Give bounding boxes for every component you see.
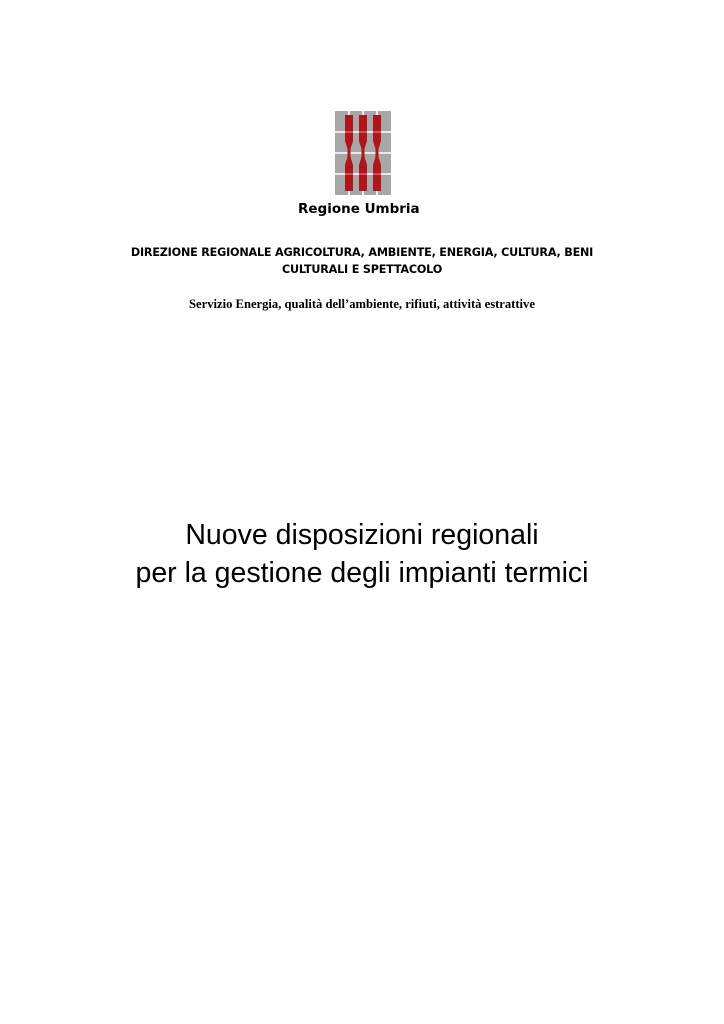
regione-umbria-logo-icon — [335, 111, 391, 195]
title-line-1: Nuove disposizioni regionali — [185, 519, 539, 551]
title-line-2: per la gestione degli impianti termici — [135, 557, 589, 589]
service-subheading: Servizio Energia, qualità dell’ambiente, rifiuti, attività estrattive — [189, 297, 535, 311]
direction-heading — [60, 244, 664, 278]
direction-line-1: DIREZIONE REGIONALE AGRICOLTURA, AMBIENTE, ENERGIA, CULTURA, BENI — [130, 246, 594, 259]
document-title — [20, 516, 704, 592]
region-name: Regione Umbria — [298, 201, 420, 217]
direction-line-2: CULTURALI E SPETTACOLO — [281, 263, 443, 276]
